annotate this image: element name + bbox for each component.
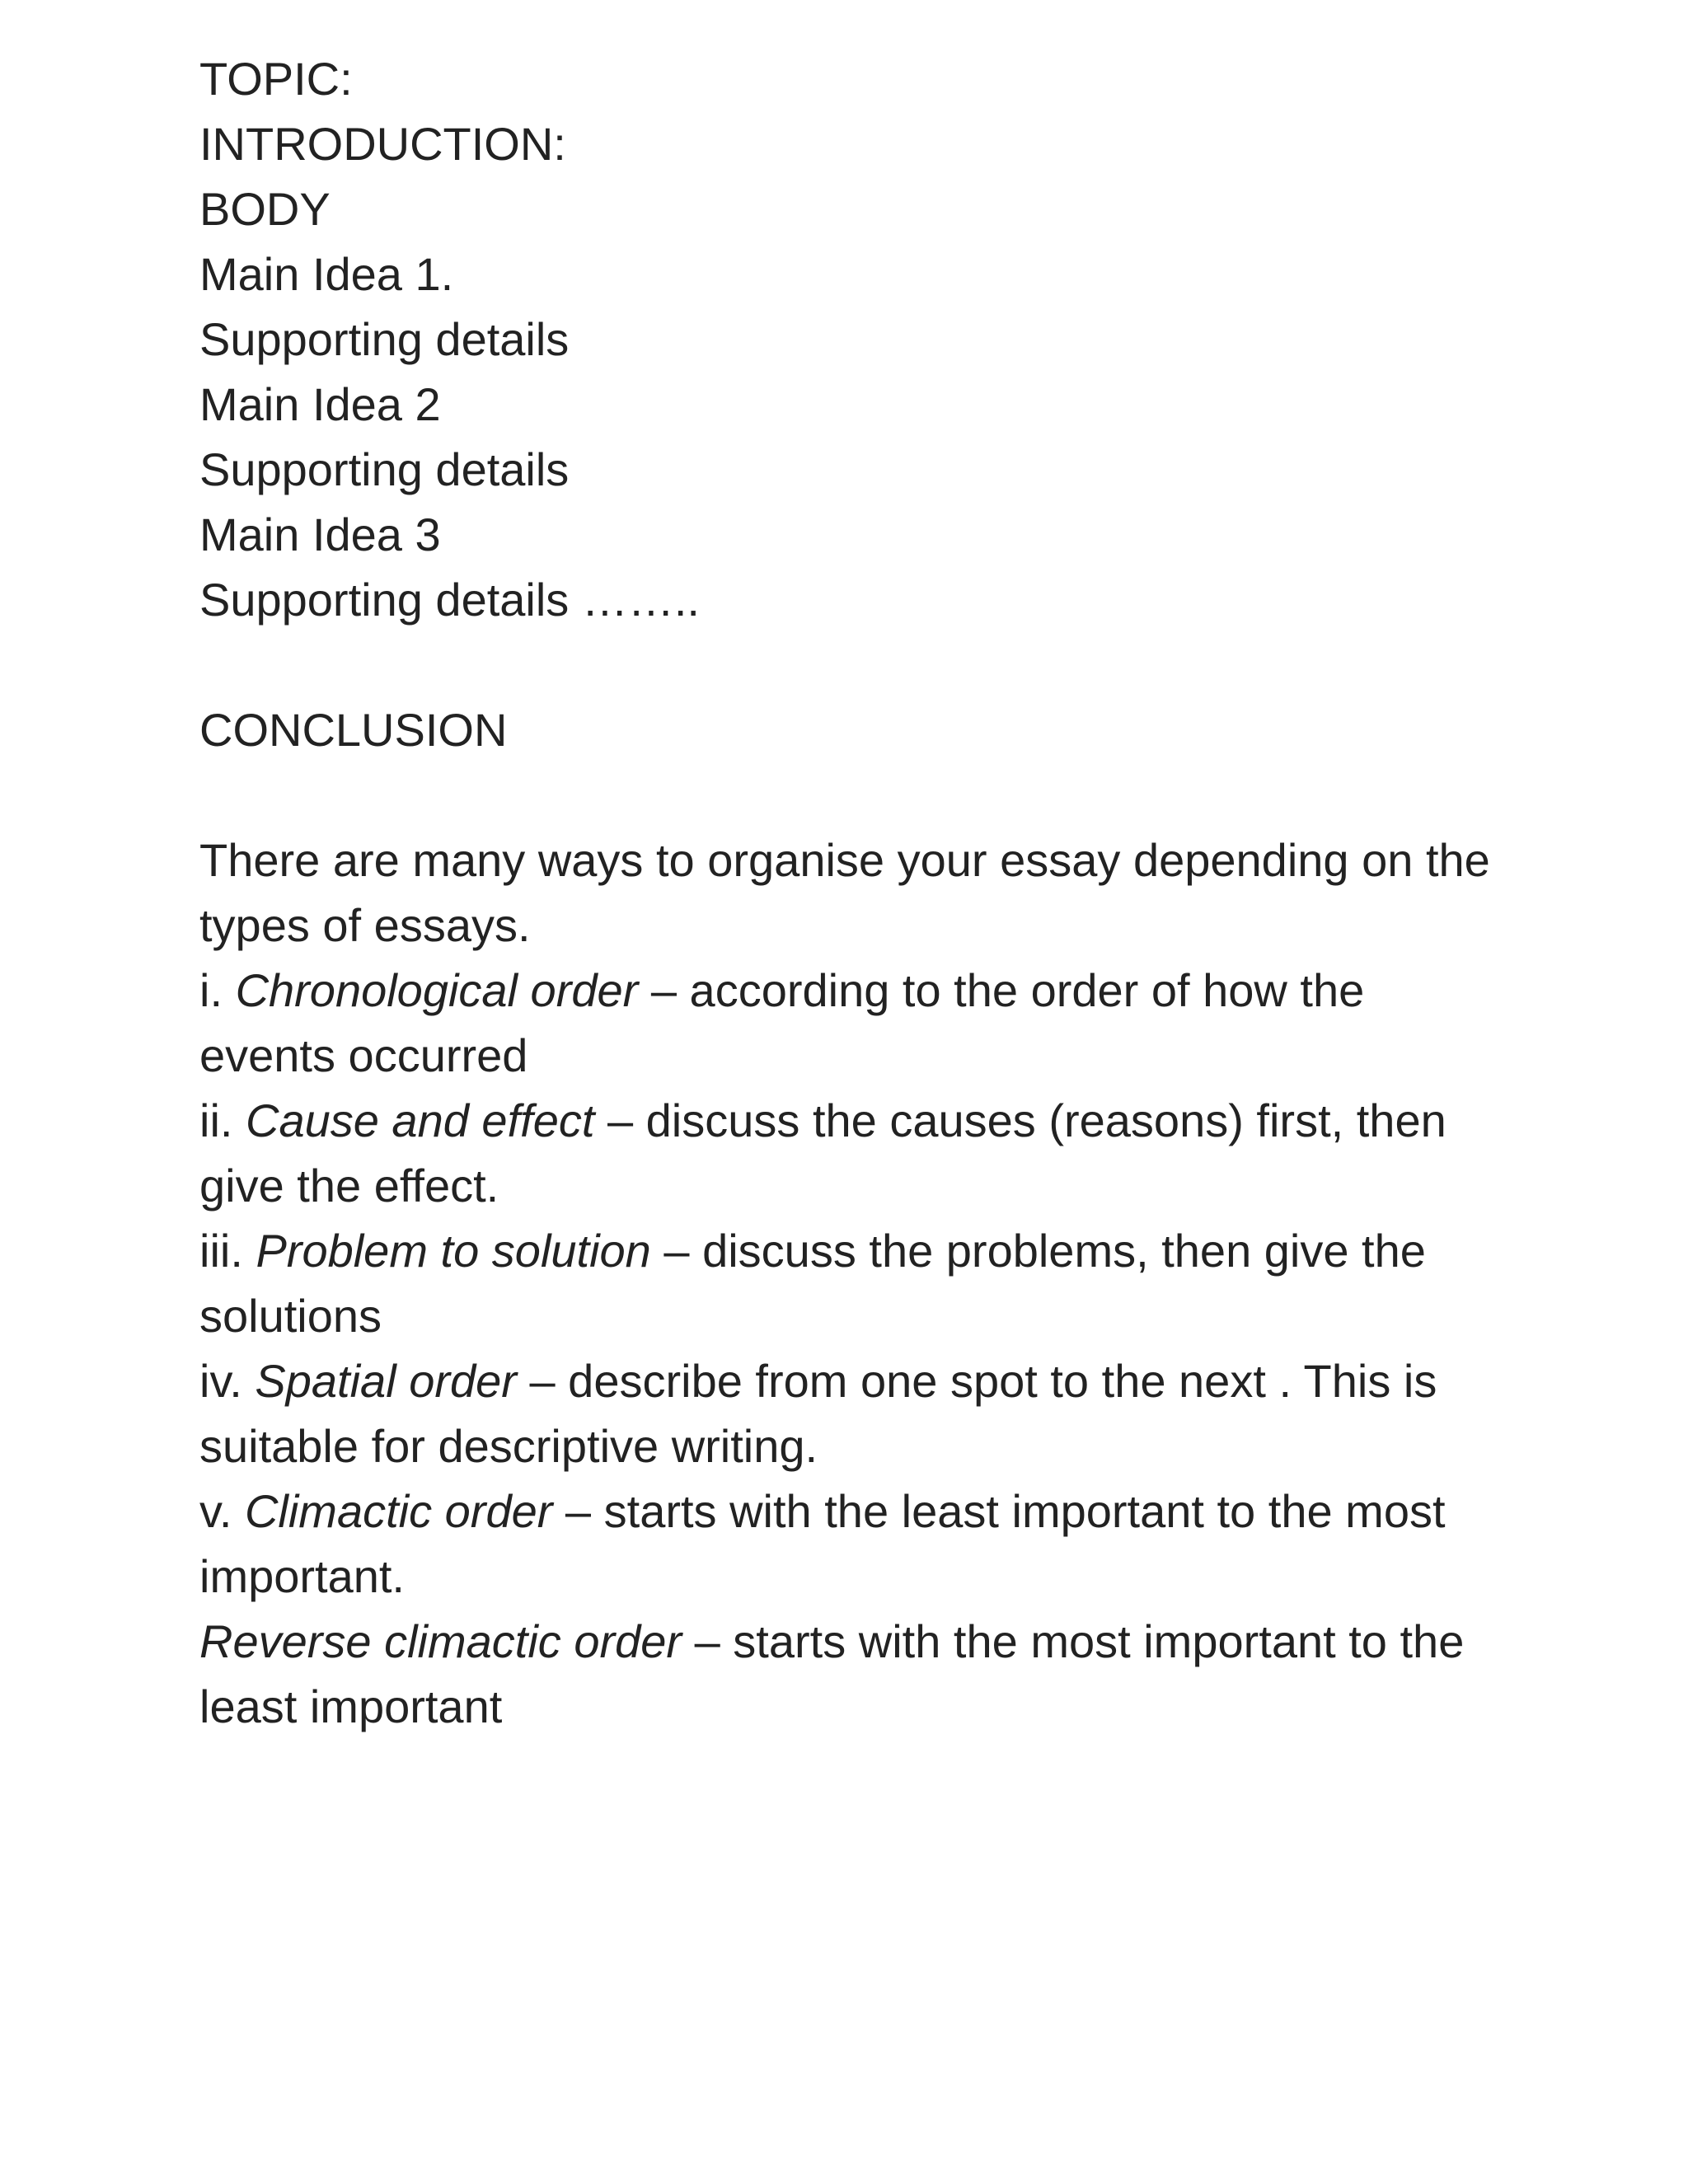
method-prefix: i. <box>199 964 236 1016</box>
method-description: – according to the order of how the events occurred <box>199 964 1365 1081</box>
method-item <box>199 1088 1502 1218</box>
method-prefix: v. <box>199 1485 245 1537</box>
method-item <box>199 958 1502 1088</box>
introduction-heading: INTRODUCTION: <box>199 118 566 170</box>
method-description: – starts with the least important to the most important. <box>199 1485 1446 1602</box>
intro-paragraph: There are many ways to organise your essay depending on the types of essays. <box>199 834 1490 951</box>
spacer <box>199 762 1502 827</box>
supporting-details-3: Supporting details …….. <box>199 574 700 626</box>
method-term: Spatial order <box>255 1355 517 1407</box>
main-idea-1: Main Idea 1. <box>199 248 454 300</box>
body-heading: BODY <box>199 183 331 235</box>
method-item <box>199 1218 1502 1348</box>
method-term: Problem to solution <box>256 1225 651 1277</box>
method-term: Reverse climactic order <box>199 1615 682 1667</box>
method-description: – describe from one spot to the next . This is suitable for descriptive writing. <box>199 1355 1437 1472</box>
method-item <box>199 1479 1502 1609</box>
supporting-details-1: Supporting details <box>199 313 570 365</box>
method-description: – discuss the causes (reasons) first, then give the effect. <box>199 1094 1447 1212</box>
method-prefix: iii. <box>199 1225 256 1277</box>
method-term: Chronological order <box>235 964 639 1016</box>
method-item <box>199 1348 1502 1479</box>
method-description: – discuss the problems, then give the solutions <box>199 1225 1426 1342</box>
main-idea-2: Main Idea 2 <box>199 378 441 430</box>
method-description: – starts with the most important to the least important <box>199 1615 1465 1732</box>
method-prefix: ii. <box>199 1094 246 1146</box>
supporting-details-2: Supporting details <box>199 443 570 495</box>
method-term: Climactic order <box>244 1485 553 1537</box>
method-item <box>199 1609 1502 1739</box>
topic-heading: TOPIC: <box>199 53 353 105</box>
conclusion-heading: CONCLUSION <box>199 704 508 756</box>
method-term: Cause and effect <box>246 1094 595 1146</box>
main-idea-3: Main Idea 3 <box>199 509 441 560</box>
document-page <box>199 46 1502 1739</box>
method-prefix: iv. <box>199 1355 256 1407</box>
spacer <box>199 632 1502 697</box>
